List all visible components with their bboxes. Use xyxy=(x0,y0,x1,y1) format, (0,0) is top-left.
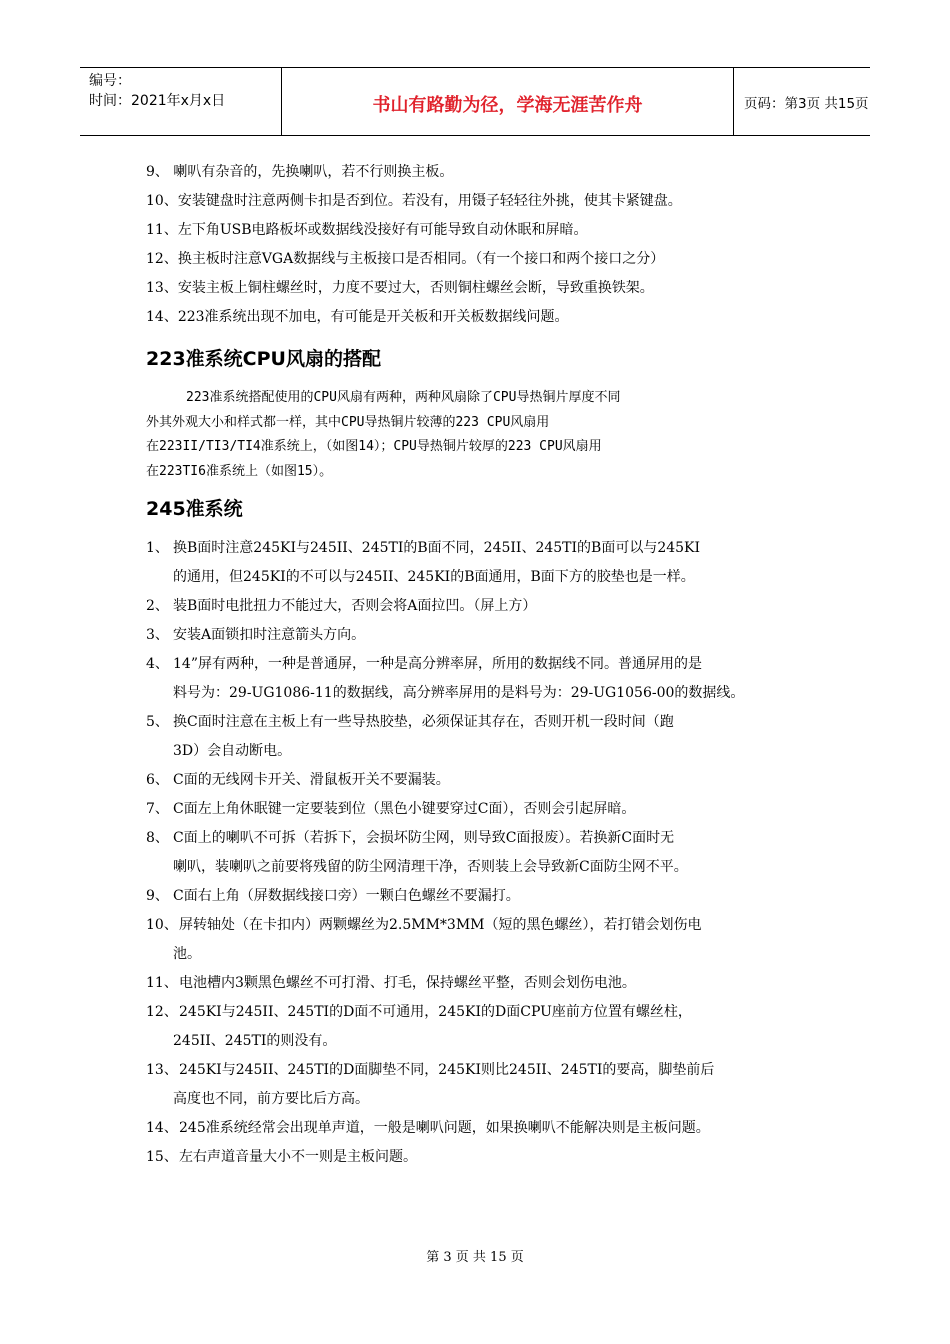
list-item-continuation: 喇叭，装喇叭之前要将残留的防尘网清理干净，否则装上会导致新C面防尘网不平。 xyxy=(173,859,688,875)
list-item-line xyxy=(146,824,812,853)
document-body xyxy=(146,158,812,1172)
list-item-text: 换B面时注意245KI与245II、245TI的B面不同，245II、245TI的B面可以与245KI xyxy=(173,540,701,556)
list-item-number: 10、 xyxy=(146,917,178,933)
list-item-text: C面左上角休眠键一定要装到位（黑色小键要穿过C面），否则会引起屏暗。 xyxy=(173,801,636,817)
list-item-text: 换C面时注意在主板上有一些导热胶垫，必须保证其存在，否则开机一段时间（跑 xyxy=(173,714,674,730)
list-item-text: 245KI与245II、245TI的D面脚垫不同，245KI则比245II、245TI的要高，脚垫前后 xyxy=(179,1062,715,1078)
list-item-number: 12、 xyxy=(146,1004,178,1020)
list-item xyxy=(146,650,812,708)
list-item-line xyxy=(146,1056,812,1085)
list-item xyxy=(146,969,812,998)
list-item-line xyxy=(146,998,812,1027)
list-item-number: 6、 xyxy=(146,772,169,788)
list-item-number: 11、 xyxy=(146,975,178,991)
list-item-text: 245准系统经常会出现单声道，一般是喇叭问题，如果换喇叭不能解决则是主板问题。 xyxy=(179,1120,710,1136)
list-item xyxy=(146,1114,812,1143)
page-header xyxy=(80,67,870,136)
list-item-text: 装B面时电批扭力不能过大，否则会将A面拉凹。（屏上方） xyxy=(173,598,537,614)
list-item-text: 安装A面锁扣时注意箭头方向。 xyxy=(173,627,366,643)
list-item-text: C面的无线网卡开关、滑鼠板开关不要漏装。 xyxy=(173,772,450,788)
system-245-list xyxy=(146,534,812,1172)
list-item: 10、安装键盘时注意两侧卡扣是否到位。若没有，用镊子轻轻往外挑，使其卡紧键盘。 xyxy=(146,193,682,209)
header-meta xyxy=(80,68,282,135)
list-item-number: 5、 xyxy=(146,714,169,730)
list-item xyxy=(146,1143,812,1172)
list-item xyxy=(146,592,812,621)
list-item-line xyxy=(146,1114,812,1143)
list-item-number: 14、 xyxy=(146,1120,178,1136)
list-item-text: 左右声道音量大小不一则是主板问题。 xyxy=(179,1149,417,1165)
list-item xyxy=(146,795,812,824)
list-item-line xyxy=(146,795,812,824)
section-heading-245: 245准系统 xyxy=(146,498,243,520)
list-item-number: 8、 xyxy=(146,830,169,846)
list-item xyxy=(146,766,812,795)
list-item-line xyxy=(146,708,812,737)
list-item: 13、安装主板上铜柱螺丝时，力度不要过大，否则铜柱螺丝会断，导致重换铁架。 xyxy=(146,280,654,296)
list-item xyxy=(146,911,812,969)
list-item-number: 2、 xyxy=(146,598,169,614)
list-item-line xyxy=(146,882,812,911)
list-item-text: 电池槽内3颗黑色螺丝不可打滑、打毛，保持螺丝平整，否则会划伤电池。 xyxy=(179,975,636,991)
list-item-continuation: 料号为：29-UG1086-11的数据线，高分辨率屏用的是料号为：29-UG1056-00的数据线。 xyxy=(173,685,745,701)
list-item-text: C面上的喇叭不可拆（若拆下，会损坏防尘网，则导致C面报废）。若换新C面时无 xyxy=(173,830,675,846)
list-item-line xyxy=(146,1143,812,1172)
list-item-line xyxy=(146,766,812,795)
page-footer: 第 3 页 共 15 页 xyxy=(426,1250,524,1265)
paragraph-line: 在223TI6准系统上（如图15）。 xyxy=(146,463,333,479)
section-heading-cpu-fan: 223准系统CPU风扇的搭配 xyxy=(146,348,381,370)
list-item-line xyxy=(146,621,812,650)
list-item: 12、换主板时注意VGA数据线与主板接口是否相同。（有一个接口和两个接口之分） xyxy=(146,251,665,267)
list-item xyxy=(146,824,812,882)
list-item-line xyxy=(146,650,812,679)
list-item-continuation: 池。 xyxy=(173,946,201,962)
list-item-number: 15、 xyxy=(146,1149,178,1165)
tips-list xyxy=(146,158,812,332)
list-item-continuation: 高度也不同，前方要比后方高。 xyxy=(173,1091,369,1107)
paragraph-line: 在223II/TI3/TI4准系统上，（如图14）；CPU导热铜片较厚的223 CPU风扇用 xyxy=(146,439,602,454)
paragraph-line: 223准系统搭配使用的CPU风扇有两种，两种风扇除了CPU导热铜片厚度不同 xyxy=(186,390,621,405)
list-item-text: C面右上角（屏数据线接口旁）一颗白色螺丝不要漏打。 xyxy=(173,888,520,904)
doc-date-label: 时间：2021年x月x日 xyxy=(89,93,226,109)
list-item xyxy=(146,1056,812,1114)
list-item xyxy=(146,534,812,592)
list-item-number: 3、 xyxy=(146,627,169,643)
list-item-line xyxy=(146,592,812,621)
list-item-line xyxy=(146,969,812,998)
list-item: 14、223准系统出现不加电，有可能是开关板和开关板数据线问题。 xyxy=(146,309,569,325)
list-item-text: 屏转轴处（在卡扣内）两颗螺丝为2.5MM*3MM（短的黑色螺丝），若打错会划伤电 xyxy=(179,917,702,933)
list-item-line xyxy=(146,911,812,940)
list-item-number: 7、 xyxy=(146,801,169,817)
paragraph-line: 外其外观大小和样式都一样，其中CPU导热铜片较薄的223 CPU风扇用 xyxy=(146,414,550,430)
cpu-fan-paragraph xyxy=(146,386,812,484)
list-item-text: 14”屏有两种，一种是普通屏，一种是高分辨率屏，所用的数据线不同。普通屏用的是 xyxy=(173,656,702,672)
list-item-number: 4、 xyxy=(146,656,169,672)
list-item-continuation: 245II、245TI的则没有。 xyxy=(173,1033,337,1049)
list-item: 11、左下角USB电路板坏或数据线没接好有可能导致自动休眠和屏暗。 xyxy=(146,222,588,238)
list-item-number: 13、 xyxy=(146,1062,178,1078)
list-item xyxy=(146,998,812,1056)
list-item xyxy=(146,708,812,766)
list-item xyxy=(146,882,812,911)
list-item-text: 245KI与245II、245TI的D面不可通用，245KI的D面CPU座前方位置有螺丝柱， xyxy=(179,1004,692,1020)
list-item-continuation: 的通用，但245KI的不可以与245II、245KI的B面通用，B面下方的胶垫也是一样。 xyxy=(173,569,695,585)
list-item-continuation: 3D）会自动断电。 xyxy=(173,743,292,759)
list-item-line xyxy=(146,534,812,563)
doc-number-label: 编号： xyxy=(89,73,131,89)
header-motto: 书山有路勤为径，学海无涯苦作舟 xyxy=(282,68,734,135)
list-item: 9、 喇叭有杂音的，先换喇叭，若不行则换主板。 xyxy=(146,164,454,180)
list-item xyxy=(146,621,812,650)
list-item-number: 9、 xyxy=(146,888,169,904)
header-page-info: 页码：第3页 共15页 xyxy=(744,95,869,112)
list-item-number: 1、 xyxy=(146,540,169,556)
